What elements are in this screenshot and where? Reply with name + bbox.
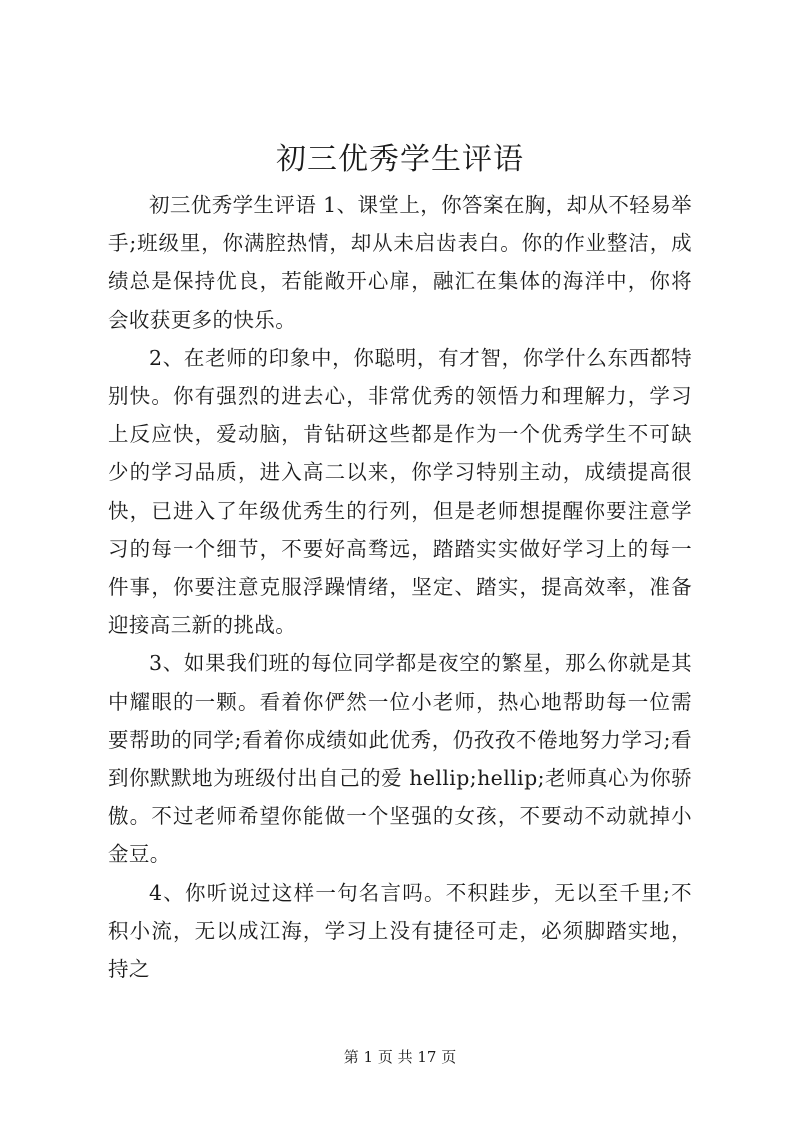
page-title: 初三优秀学生评语 — [276, 142, 524, 177]
paragraph-2: 2、在老师的印象中，你聪明，有才智，你学什么东西都特别快。你有强烈的进去心，非常优秀的领悟力和理解力，学习上反应快，爱动脑，肯钻研这些都是作为一个优秀学生不可缺少的学习品质，进入高二以来，你学习特别主动，成绩提高很快，已进入了年级优秀生的行列，但是老师想提醒你要注意学习的每一个细节，不要好高骛远，踏踏实实做好学习上的每一件事，你要注意克服浮躁情绪，坚定、踏实，提高效率，准备迎接高三新的挑战。 — [108, 345, 692, 638]
paragraph-3: 3、如果我们班的每位同学都是夜空的繁星，那么你就是其中耀眼的一颗。看着你俨然一位小老师，热心地帮助每一位需要帮助的同学;看着你成绩如此优秀，仍孜孜不倦地努力学习;看到你默默地为班级付出自己的爱 hellip;hellip;老师真心为你骄傲。不过老师希望你能做一个坚强的女孩，不要动不动就掉小金豆。 — [108, 651, 692, 867]
paragraph-4: 4、你听说过这样一句名言吗。不积跬步，无以至千里;不积小流，无以成江海，学习上没有捷径可走，必须脚踏实地，持之 — [108, 880, 692, 982]
paragraph-1: 初三优秀学生评语 1、课堂上，你答案在胸，却从不轻易举手;班级里，你满腔热情，却从未启齿表白。你的作业整洁，成绩总是保持优良，若能敞开心扉，融汇在集体的海洋中，你将会收获更多的快乐。 — [108, 193, 692, 332]
page-number-footer: 第 1 页 共 17 页 — [343, 1048, 457, 1066]
document-body — [108, 186, 692, 988]
